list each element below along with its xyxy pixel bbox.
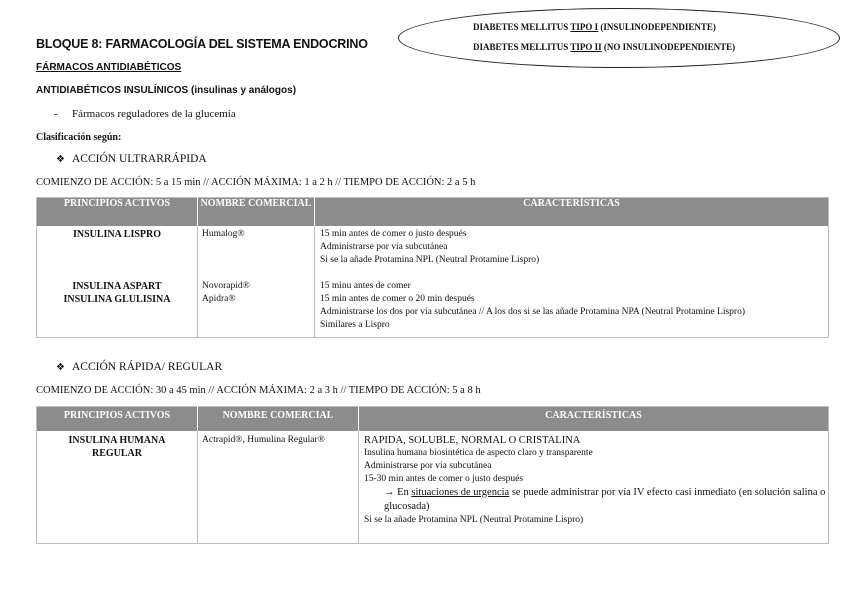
comercial-cell bbox=[198, 280, 315, 338]
nombre-comercial: Humalog® bbox=[202, 228, 245, 239]
callout-line-1 bbox=[473, 22, 716, 32]
header-comercial: NOMBRE COMERCIAL bbox=[198, 198, 315, 226]
caracteristicas-cell bbox=[315, 280, 829, 338]
caracteristica: 15 min antes de comer o justo después bbox=[320, 228, 467, 239]
bullet-dash: - bbox=[54, 108, 58, 120]
comercial-cell bbox=[198, 226, 315, 280]
rapida-heading bbox=[56, 361, 222, 373]
bullet-item bbox=[54, 108, 236, 120]
callout-line-2 bbox=[473, 42, 735, 52]
callout-line-2-suffix: (NO INSULINODEPENDIENTE) bbox=[601, 42, 736, 52]
caracteristica: 15-30 min antes de comer o justo después bbox=[364, 473, 524, 484]
urgency-prefix: En bbox=[397, 486, 412, 498]
header-comercial: NOMBRE COMERCIAL bbox=[198, 407, 359, 431]
caracteristica: 15 minu antes de comer bbox=[320, 280, 411, 291]
caracteristica: Administrarse los dos por vía subcutánea // A los dos si se las añade Protamina NPA (Neutral Protamine Lispro) bbox=[320, 306, 745, 317]
caracteristica: RAPIDA, SOLUBLE, NORMAL O CRISTALINA bbox=[364, 434, 581, 446]
rapida-table bbox=[36, 406, 829, 544]
header-principios: PRINCIPIOS ACTIVOS bbox=[37, 407, 198, 431]
rapida-heading-text: ACCIÓN RÁPIDA/ REGULAR bbox=[72, 361, 223, 373]
callout-type-2: TIPO II bbox=[570, 42, 602, 52]
principio-cell bbox=[37, 280, 198, 338]
principio-activo: REGULAR bbox=[91, 447, 142, 459]
diabetes-callout bbox=[398, 8, 840, 68]
caracteristica: 15 min antes de comer o 20 min después bbox=[320, 293, 475, 304]
header-principios: PRINCIPIOS ACTIVOS bbox=[37, 198, 198, 226]
diamond-icon: ❖ bbox=[56, 154, 65, 165]
principio-activo: INSULINA ASPART bbox=[72, 280, 162, 292]
callout-line-1-prefix: DIABETES MELLITUS bbox=[473, 22, 571, 32]
ultra-table-header bbox=[37, 198, 829, 226]
header-caracteristicas: CARACTERÍSTICAS bbox=[315, 198, 829, 226]
classification-label: Clasificación según: bbox=[36, 132, 122, 143]
urgency-suffix: se puede administrar por vía IV efecto casi inmediato (en solución salina o glucosada) bbox=[384, 486, 826, 512]
urgency-emphasis: situaciones de urgencia bbox=[411, 486, 510, 498]
caracteristica: Insulina humana biosintética de aspecto claro y transparente bbox=[364, 447, 593, 458]
page-title: BLOQUE 8: FARMACOLOGÍA DEL SISTEMA ENDOCRINO bbox=[36, 37, 368, 51]
header-caracteristicas: CARACTERÍSTICAS bbox=[359, 407, 829, 431]
rapida-timing: COMIENZO DE ACCIÓN: 30 a 45 min // ACCIÓN MÁXIMA: 2 a 3 h // TIEMPO DE ACCIÓN: 5 a 8 h bbox=[36, 385, 481, 396]
caracteristica: Similares a Lispro bbox=[320, 319, 390, 330]
callout-line-2-prefix: DIABETES MELLITUS bbox=[473, 42, 571, 52]
nombre-comercial: Novorapid® bbox=[202, 280, 250, 291]
table-row bbox=[37, 226, 829, 280]
callout-line-1-suffix: (INSULINODEPENDIENTE) bbox=[598, 22, 716, 32]
principio-cell bbox=[37, 431, 198, 544]
section-heading: ANTIDIABÉTICOS INSULÍNICOS (insulinas y análogos) bbox=[36, 85, 297, 96]
subtitle: FÁRMACOS ANTIDIABÉTICOS bbox=[36, 62, 182, 73]
bullet-text: Fármacos reguladores de la glucemia bbox=[72, 108, 236, 120]
principio-activo: INSULINA LISPRO bbox=[72, 228, 162, 240]
callout-type-1: TIPO I bbox=[570, 22, 599, 32]
ultra-heading-text: ACCIÓN ULTRARRÁPIDA bbox=[72, 153, 207, 165]
caracteristicas-cell bbox=[359, 431, 829, 544]
principio-activo: INSULINA GLULISINA bbox=[63, 293, 171, 305]
ultra-heading bbox=[56, 153, 207, 165]
nombre-comercial: Actrapid®, Humulina Regular® bbox=[202, 434, 325, 445]
comercial-cell bbox=[198, 431, 359, 544]
ultra-table bbox=[36, 197, 829, 338]
caracteristica: Administrarse por vía subcutánea bbox=[320, 241, 448, 252]
principio-cell bbox=[37, 226, 198, 280]
caracteristica: Si se la añade Protamina NPL (Neutral Protamine Lispro) bbox=[364, 514, 584, 525]
diamond-icon: ❖ bbox=[56, 362, 65, 373]
table-row bbox=[37, 431, 829, 544]
nombre-comercial: Apidra® bbox=[202, 293, 236, 304]
rapida-table-header bbox=[37, 407, 829, 431]
principio-activo: INSULINA HUMANA bbox=[68, 434, 166, 446]
urgency-note bbox=[364, 486, 828, 514]
ultra-timing: COMIENZO DE ACCIÓN: 5 a 15 min // ACCIÓN MÁXIMA: 1 a 2 h // TIEMPO DE ACCIÓN: 2 a 5 h bbox=[36, 177, 476, 188]
caracteristica: Si se la añade Protamina NPL (Neutral Protamine Lispro) bbox=[320, 254, 540, 265]
caracteristicas-cell bbox=[315, 226, 829, 280]
arrow-icon: → bbox=[384, 486, 395, 498]
caracteristica: Administrarse por vía subcutánea bbox=[364, 460, 492, 471]
table-row bbox=[37, 280, 829, 338]
